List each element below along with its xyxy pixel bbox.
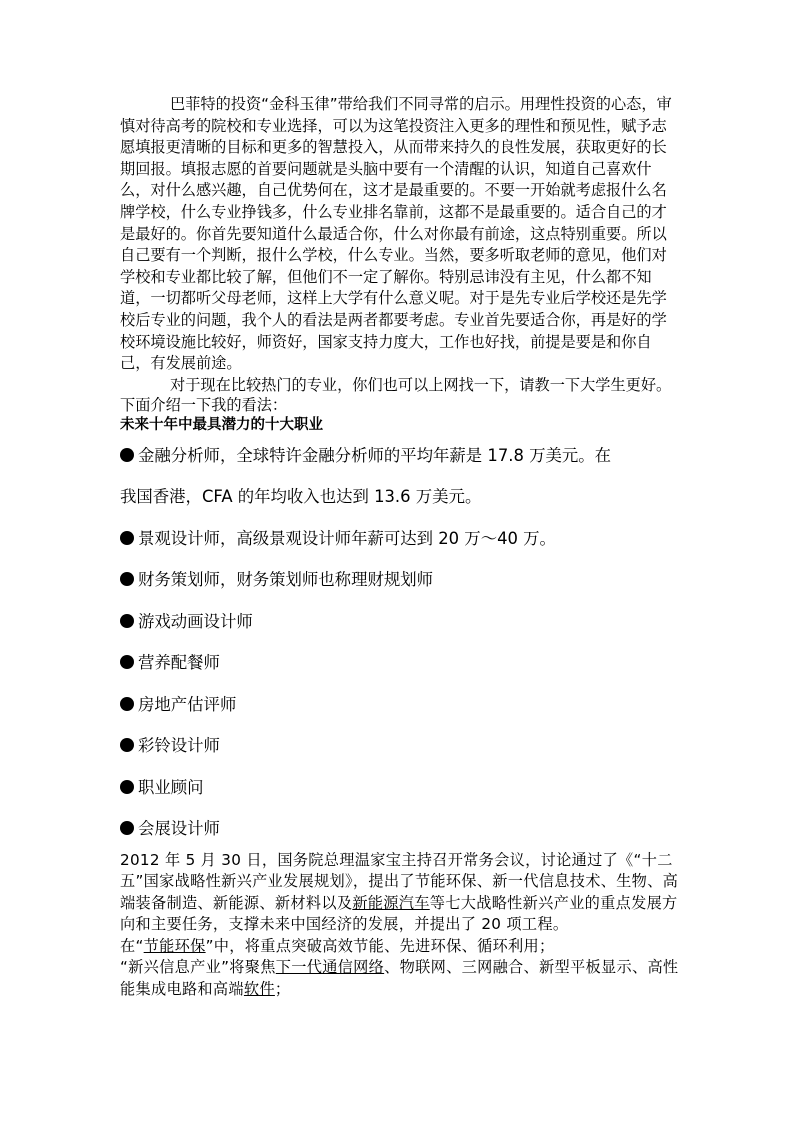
second-paragraph: 对于现在比较热门的专业，你们也可以上网找一下，请教一下大学生更好。下面介绍一下我的看法： [120, 375, 672, 414]
bullet-icon [120, 655, 134, 669]
info-industry-paragraph: “新兴信息产业”将聚焦下一代通信网络、物联网、三网融合、新型平板显示、高性能集成电路和高端软件； [120, 958, 679, 998]
bullet-icon [120, 448, 134, 462]
career-item-financial-analyst: 金融分析师，全球特许金融分析师的平均年薪是 17.8 万美元。在 [120, 435, 680, 477]
career-item-game-animator: 游戏动画设计师 [120, 601, 680, 643]
career-item-landscape-designer: 景观设计师，高级景观设计师年薪可达到 20 万～40 万。 [120, 518, 680, 560]
bullet-icon [120, 697, 134, 711]
bullet-icon [120, 738, 134, 752]
career-item-real-estate-appraiser: 房地产估评师 [120, 684, 680, 726]
career-item-ringtone-designer: 彩铃设计师 [120, 725, 680, 767]
bullet-icon [120, 821, 134, 835]
bullet-icon [120, 614, 134, 628]
document-page [120, 94, 680, 1000]
next-gen-network-link[interactable]: 下一代通信网络 [275, 958, 385, 977]
policy-paragraph: 2012 年 5 月 30 日，国务院总理温家宝主持召开常务会议，讨论通过了《“十二五”国家战略性新兴产业发展规划》，提出了节能环保、新一代信息技术、生物、高端装备制造、新能源、新材料以及新能源汽车等七大战略性新兴产业的重点发展方向和主要任务，支撑未来中国经济的发展，并提出了 20 项工程。 [120, 850, 679, 934]
new-energy-vehicle-link[interactable]: 新能源汽车 [352, 893, 430, 912]
intro-paragraph: 巴菲特的投资“金科玉律”带给我们不同寻常的启示。用理性投资的心态，审慎对待高考的院校和专业选择，可以为这笔投资注入更多的理性和预见性，赋予志愿填报更清晰的目标和更多的智慧投入，从而带来持久的良性发展，获取更好的长期回报。填报志愿的首要问题就是头脑中要有一个清醒的认识，知道自己喜欢什么，对什么感兴趣，自己优势何在，这才是最重要的。不要一开始就考虑报什么名牌学校，什么专业挣钱多，什么专业排名靠前，这都不是最重要的。适合自己的才是最好的。你首先要知道什么最适合你，什么对你最有前途，这点特别重要。所以自己要有一个判断，报什么学校，什么专业。当然，要多听取老师的意见，他们对学校和专业都比较了解，但他们不一定了解你。特别忌讳没有主见，什么都不知道，一切都听父母老师，这样上大学有什么意义呢。对于是先专业后学校还是先学校后专业的问题，我个人的看法是两者都要考虑。专业首先要适合你，再是好的学校环境设施比较好，师资好，国家支持力度大，工作也好找，前提是要是和你自己，有发展前途。 [120, 95, 672, 373]
bullet-icon [120, 531, 134, 545]
software-link[interactable]: 软件 [243, 979, 275, 998]
career-item-financial-analyst-continued: 我国香港，CFA 的年均收入也达到 13.6 万美元。 [120, 487, 482, 507]
energy-saving-paragraph: 在“节能环保”中，将重点突破高效节能、先进环保、循环利用； [120, 936, 555, 955]
energy-saving-link[interactable]: 节能环保 [143, 936, 206, 955]
bullet-icon [120, 572, 134, 586]
career-list [120, 435, 680, 850]
career-item-dietitian: 营养配餐师 [120, 642, 680, 684]
career-item-financial-planner: 财务策划师，财务策划师也称理财规划师 [120, 559, 680, 601]
career-item-exhibition-designer: 会展设计师 [120, 808, 680, 850]
section-heading: 未来十年中最具潜力的十大职业 [120, 416, 323, 433]
career-item-career-consultant: 职业顾问 [120, 767, 680, 809]
bullet-icon [120, 780, 134, 794]
